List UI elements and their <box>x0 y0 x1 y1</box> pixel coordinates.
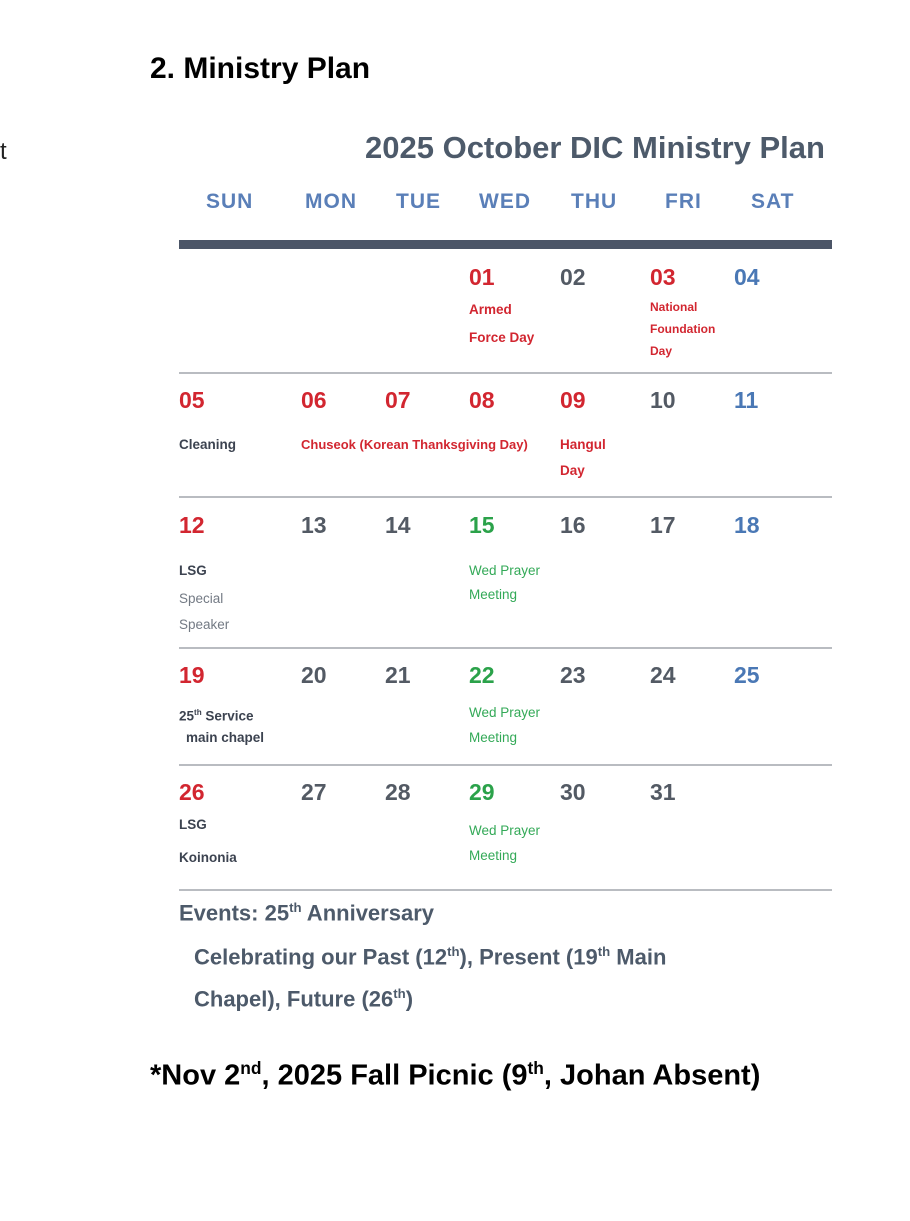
events-line-1 <box>179 900 434 926</box>
event-note: Hangul <box>560 437 606 452</box>
day-number: 14 <box>385 512 411 538</box>
row-divider <box>179 889 832 891</box>
event-note: LSG <box>179 817 207 832</box>
cropped-margin-text: t <box>0 138 7 165</box>
day-number: 11 <box>734 387 759 413</box>
day-number: 24 <box>650 662 676 688</box>
weekday-thu: THU <box>571 190 618 213</box>
events-text: ), Present (19 <box>459 944 598 970</box>
service-number: 25 <box>179 708 195 724</box>
event-note: Armed <box>469 302 512 317</box>
row-divider <box>179 647 832 649</box>
weekday-fri: FRI <box>665 190 702 213</box>
ordinal-suffix: th <box>447 944 460 959</box>
footer-text: *Nov 2 <box>150 1059 241 1092</box>
event-note: Foundation <box>650 322 716 336</box>
service-label: Service <box>201 708 254 724</box>
row-divider <box>179 496 832 498</box>
day-number: 20 <box>301 662 327 688</box>
event-note: Meeting <box>469 587 518 602</box>
day-number: 03 <box>650 264 676 290</box>
day-number: 06 <box>301 387 327 413</box>
event-note: Chuseok (Korean Thanksgiving Day) <box>301 437 528 452</box>
event-note: Speaker <box>179 617 230 632</box>
section-title: 2. Ministry Plan <box>150 52 371 85</box>
day-number: 22 <box>469 662 495 688</box>
event-note: Wed Prayer <box>469 563 541 578</box>
day-number: 04 <box>734 264 760 290</box>
ordinal-suffix: th <box>527 1058 544 1078</box>
day-number: 01 <box>469 264 495 290</box>
day-number: 25 <box>734 662 760 688</box>
events-text: Events: 25 <box>179 900 290 926</box>
day-number: 19 <box>179 662 205 688</box>
weekday-sun: SUN <box>206 190 254 213</box>
event-note: LSG <box>179 563 207 578</box>
day-number: 12 <box>179 512 205 538</box>
day-number: 08 <box>469 387 495 413</box>
weekday-sat: SAT <box>751 190 795 213</box>
weekday-wed: WED <box>479 190 531 213</box>
day-number: 23 <box>560 662 586 688</box>
ordinal-suffix: nd <box>240 1058 262 1078</box>
day-number: 07 <box>385 387 411 413</box>
event-note: Day <box>560 463 585 478</box>
day-number: 28 <box>385 779 411 805</box>
event-note: Meeting <box>469 730 518 745</box>
events-text: ) <box>405 986 414 1012</box>
service-ordinal: th <box>194 708 202 717</box>
event-note: Wed Prayer <box>469 705 541 720</box>
events-line-3 <box>194 986 413 1012</box>
day-number: 02 <box>560 264 586 290</box>
event-note: National <box>650 300 698 314</box>
day-number: 27 <box>301 779 327 805</box>
day-number: 05 <box>179 387 205 413</box>
day-number: 10 <box>650 387 676 413</box>
weekday-mon: MON <box>305 190 357 213</box>
day-number: 18 <box>734 512 760 538</box>
weekday-tue: TUE <box>396 190 441 213</box>
event-note: main chapel <box>186 730 265 745</box>
ordinal-suffix: th <box>597 944 611 959</box>
row-divider <box>179 764 832 766</box>
fall-picnic-note <box>150 1058 760 1093</box>
day-number: 26 <box>179 779 205 805</box>
ordinal-suffix: th <box>289 900 302 915</box>
event-note: Cleaning <box>179 437 237 452</box>
events-text: Chapel), Future (26 <box>194 986 394 1012</box>
row-divider <box>179 372 832 374</box>
footer-text: , 2025 Fall Picnic (9 <box>261 1059 528 1092</box>
events-line-2 <box>194 944 666 970</box>
event-note: Wed Prayer <box>469 823 541 838</box>
day-number: 17 <box>650 512 676 538</box>
day-number: 31 <box>650 779 676 805</box>
event-note: Day <box>650 344 673 358</box>
event-note: Koinonia <box>179 850 237 865</box>
event-note: Special <box>179 591 224 606</box>
header-divider <box>179 240 832 249</box>
day-number: 30 <box>560 779 586 805</box>
day-number: 09 <box>560 387 586 413</box>
event-note: Meeting <box>469 848 518 863</box>
day-number: 29 <box>469 779 495 805</box>
events-text: Main <box>610 944 667 970</box>
day-number: 13 <box>301 512 327 538</box>
day-number: 15 <box>469 512 495 538</box>
day-number: 16 <box>560 512 586 538</box>
events-text: Celebrating our Past (12 <box>194 944 448 970</box>
footer-text: , Johan Absent) <box>543 1059 761 1092</box>
day-number: 21 <box>385 662 411 688</box>
calendar-title: 2025 October DIC Ministry Plan <box>365 130 825 165</box>
events-text: Anniversary <box>301 900 434 926</box>
event-note: Force Day <box>469 330 535 345</box>
ordinal-suffix: th <box>393 986 406 1001</box>
